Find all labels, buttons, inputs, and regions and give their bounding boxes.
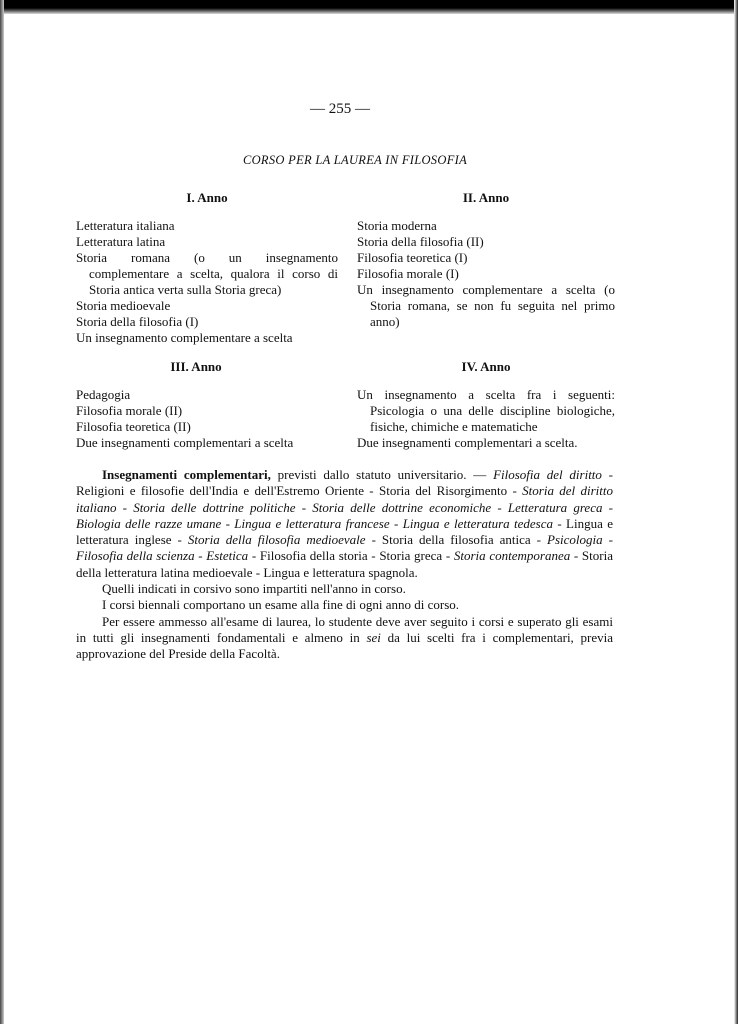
degree-requirements bbox=[76, 614, 613, 663]
course-text: - Religioni e filosofie dell'India e dell'Estremo Oriente - Storia del Risorgimento - bbox=[76, 467, 614, 499]
course-item: Storia medioevale bbox=[76, 298, 171, 313]
course-item: Filosofia morale (I) bbox=[357, 266, 459, 281]
course-name-current-year: Filosofia del diritto bbox=[493, 467, 602, 482]
year-2-column bbox=[357, 190, 615, 330]
year-1-column bbox=[76, 190, 338, 346]
course-text: - Storia della letteratura latina medioevale - Lingua e letteratura spagnola. bbox=[76, 548, 613, 580]
scan-top-border bbox=[0, 0, 738, 14]
course-item: Filosofia teoretica (I) bbox=[357, 250, 468, 265]
course-item: Storia romana (o un insegnamento complementare a scelta, qualora il corso di Storia antica verta sulla Storia greca) bbox=[76, 250, 338, 297]
biennial-note: I corsi biennali comportano un esame alla fine di ogni anno di corso. bbox=[102, 597, 460, 613]
page-number: — 255 — bbox=[310, 101, 370, 117]
course-item: Un insegnamento a scelta fra i seguenti: Psicologia o una delle discipline biologiche, fisiche, chimiche e matematiche bbox=[357, 387, 615, 434]
course-item: Un insegnamento complementare a scelta (o Storia romana, se non fu seguita nel primo anno) bbox=[357, 282, 615, 329]
scan-left-edge bbox=[0, 0, 4, 1024]
course-item: Storia moderna bbox=[357, 218, 437, 233]
course-item: Un insegnamento complementare a scelta bbox=[76, 330, 293, 345]
course-name-current-year: Storia contemporanea bbox=[453, 548, 571, 564]
year-4-column bbox=[357, 359, 615, 451]
course-item: Due insegnamenti complementari a scelta. bbox=[357, 435, 578, 450]
course-item: Due insegnamenti complementari a scelta bbox=[76, 435, 294, 450]
year-heading: II. Anno bbox=[462, 190, 510, 205]
course-item: Pedagogia bbox=[76, 387, 131, 402]
course-text: previsti dallo statuto universitario. — bbox=[277, 467, 494, 482]
course-item: Storia della filosofia (I) bbox=[76, 314, 199, 329]
complementary-label: Insegnamenti complementari, bbox=[102, 467, 271, 482]
course-item: Letteratura latina bbox=[76, 234, 166, 249]
year-3-column bbox=[76, 359, 316, 451]
course-item: Filosofia teoretica (II) bbox=[76, 419, 191, 434]
complementary-courses-paragraph bbox=[76, 467, 613, 581]
scan-right-edge bbox=[734, 0, 738, 1024]
course-item: Letteratura italiana bbox=[76, 218, 175, 233]
course-text: - Storia della filosofia antica - bbox=[365, 532, 548, 548]
requirements-emphasis: sei bbox=[366, 629, 381, 645]
year-heading: I. Anno bbox=[186, 190, 228, 205]
requirements-text: Per essere ammesso all'esame di laurea, lo studente deve aver seguito i corsi e superato gli esami in tutti gli insegnamenti fondamentali e almeno in bbox=[76, 613, 613, 645]
course-text: - Lingua e letteratura inglese - bbox=[76, 515, 613, 548]
requirements-text-end: da lui scelti fra i complementari, previa approvazione del Preside della Facoltà. bbox=[76, 629, 613, 662]
italic-note: Quelli indicati in corsivo sono impartiti nell'anno in corso. bbox=[102, 581, 406, 597]
year-heading: IV. Anno bbox=[461, 359, 511, 374]
course-item: Filosofia morale (II) bbox=[76, 403, 183, 418]
course-item: Storia della filosofia (II) bbox=[357, 234, 484, 249]
course-text: - Filosofia della storia - Storia greca - bbox=[248, 548, 454, 564]
complementary-courses-section bbox=[76, 467, 613, 663]
course-name-current-year: Psicologia - Filosofia della scienza - Estetica bbox=[76, 532, 614, 564]
year-heading: III. Anno bbox=[170, 359, 222, 374]
course-name-current-year: Storia del diritto italiano - Storia delle dottrine politiche - Storia delle dottrine economiche - Letteratura greca - Biologia delle razze umane - Lingua e letteratura francese - Lingua e letteratura tedesca bbox=[76, 483, 614, 531]
page-title: CORSO PER LA LAUREA IN FILOSOFIA bbox=[242, 153, 468, 167]
course-name-current-year: Storia della filosofia medioevale bbox=[187, 532, 366, 548]
